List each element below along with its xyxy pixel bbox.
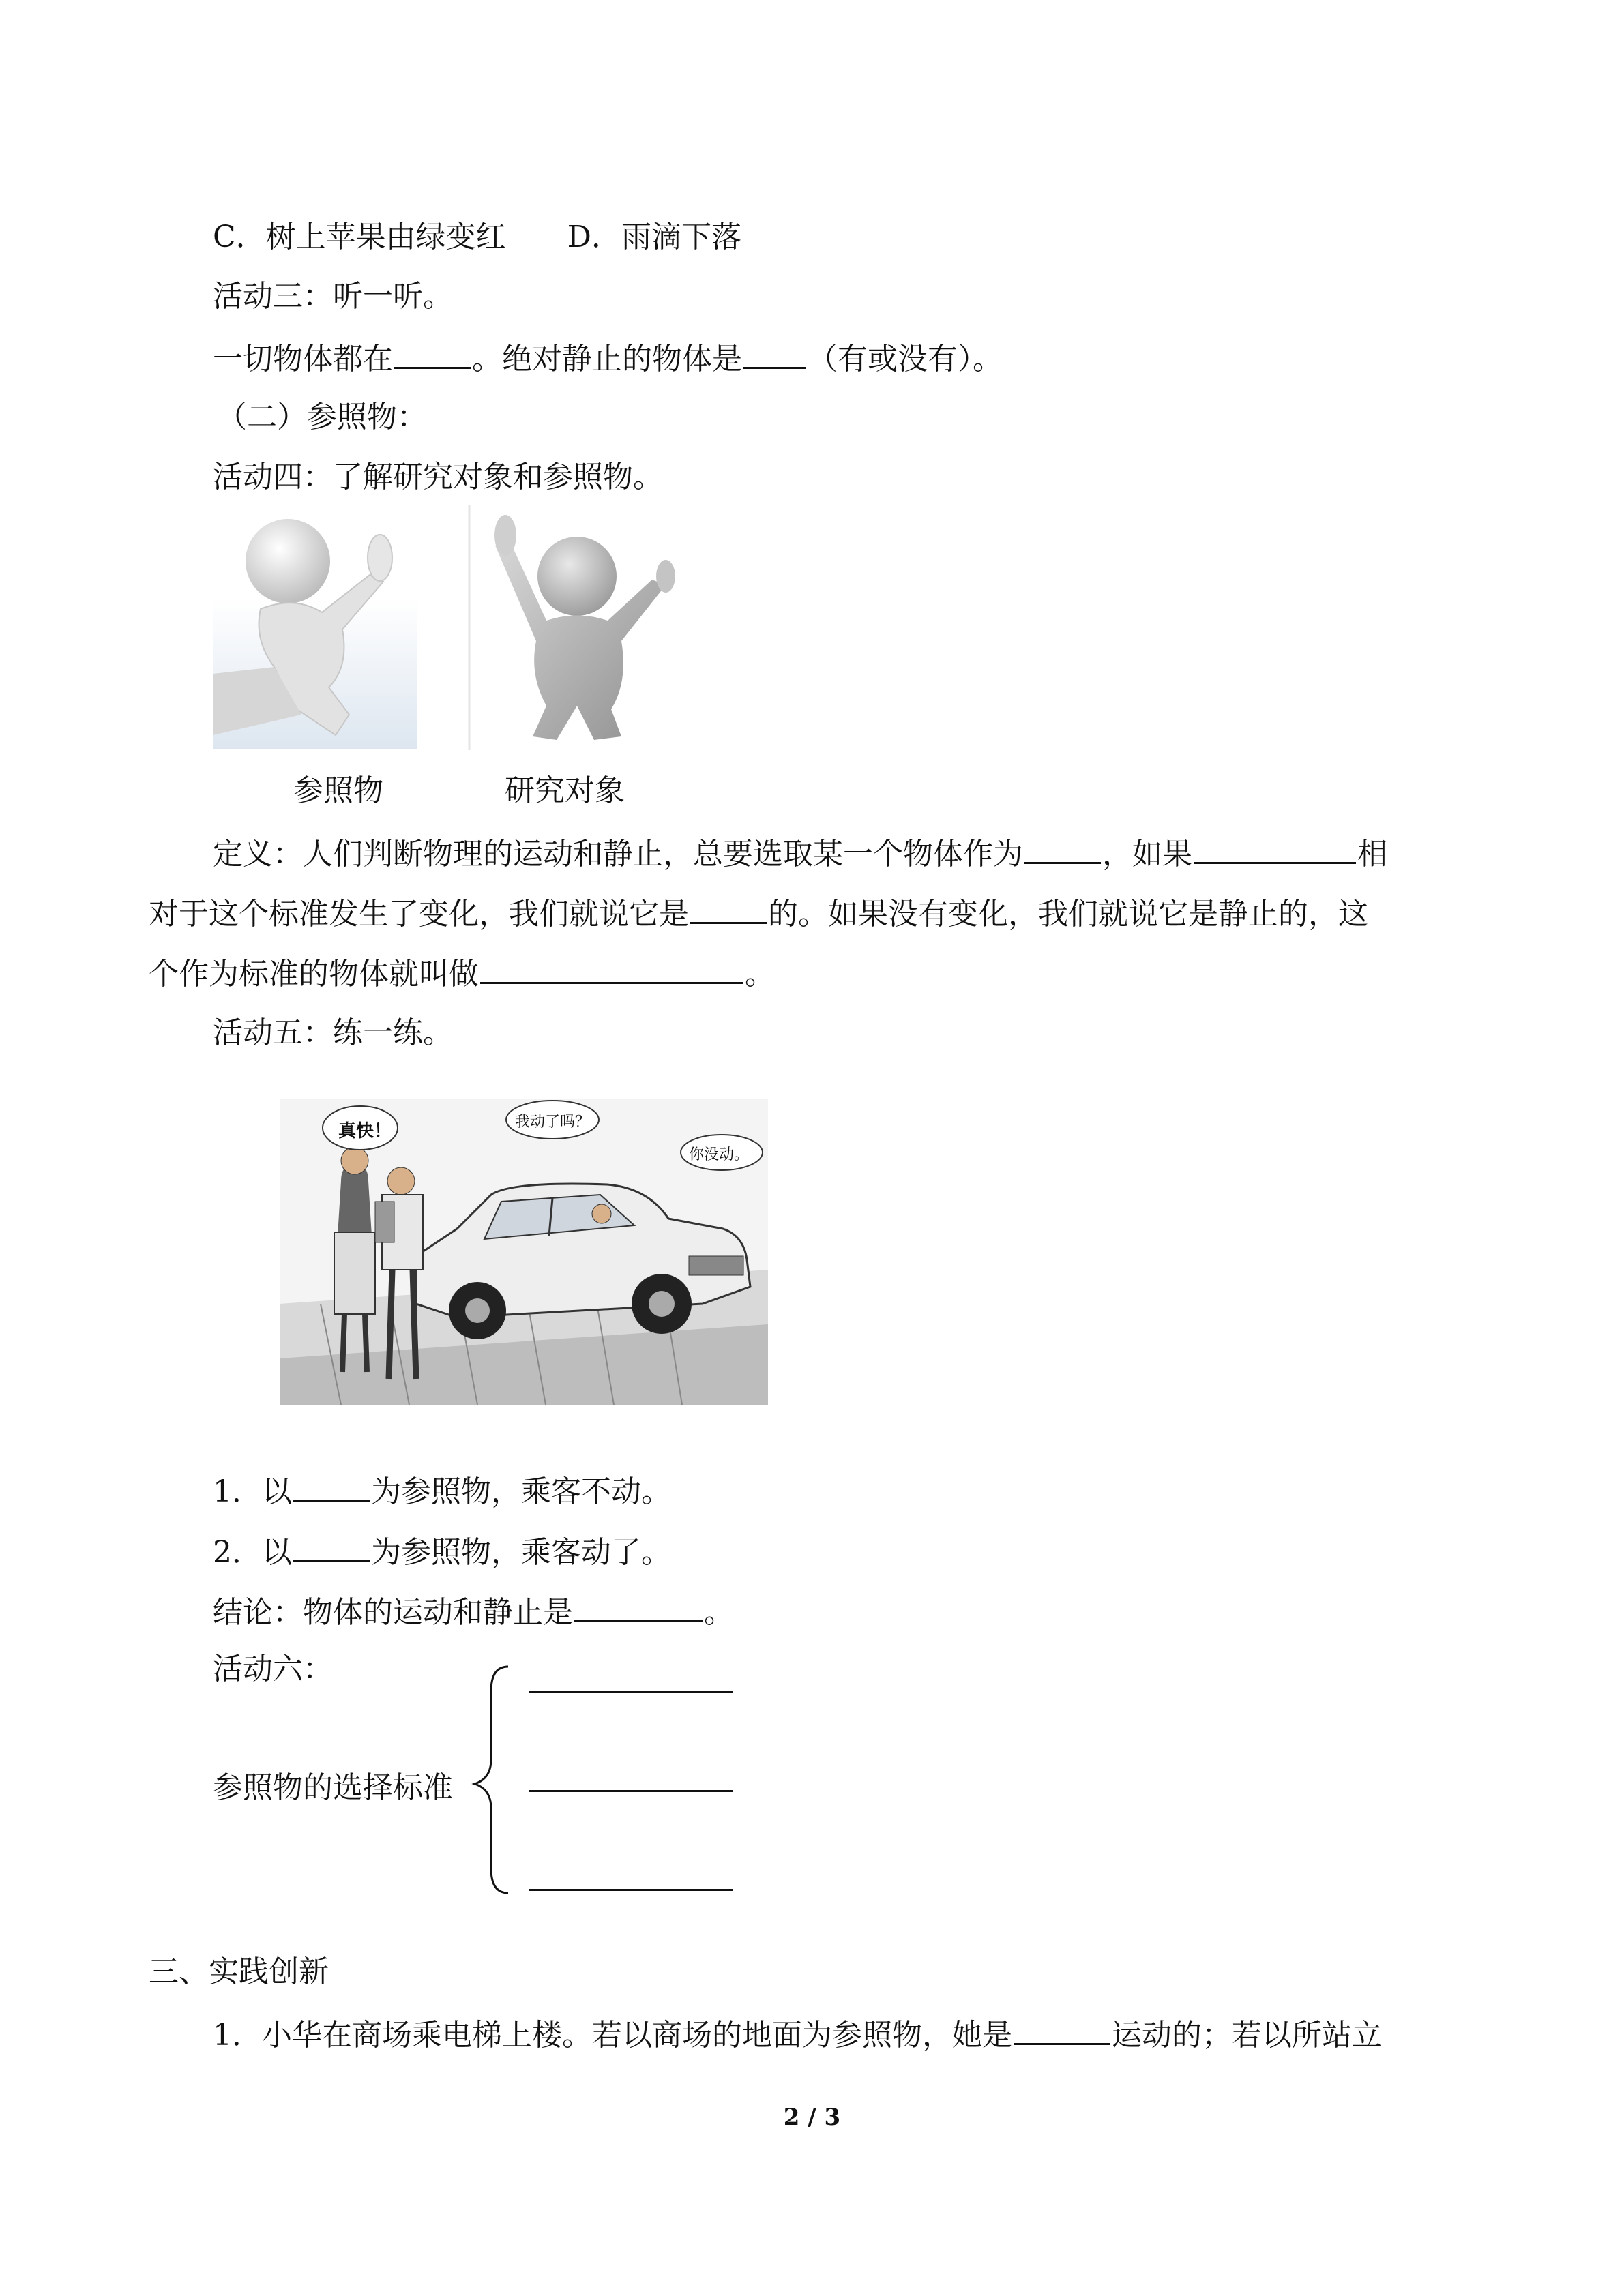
blank[interactable] [574, 1589, 703, 1622]
conclusion [213, 1589, 734, 1633]
caption-reference: 参照物 [293, 773, 383, 808]
blank[interactable] [293, 1468, 370, 1502]
activity4-title: 活动四：了解研究对象和参照物。 [213, 460, 663, 494]
activity3-sentence [213, 336, 1003, 380]
blank[interactable] [1014, 2012, 1110, 2045]
page-number: 2 / 3 [783, 2104, 841, 2131]
option-line [213, 217, 741, 258]
curly-brace-icon [471, 1664, 512, 1896]
question-1 [213, 1468, 671, 1512]
text-segment: 定义：人们判断物理的运动和静止，总要选取某一个物体作为 [213, 837, 1023, 871]
text-segment: 。 [704, 1595, 734, 1630]
research-object-figure-image [468, 505, 685, 750]
text-segment: （有或没有）。 [808, 342, 1003, 376]
speech-bubble-did-i-move: 我动了吗？ [515, 1114, 591, 1131]
blank[interactable] [293, 1529, 370, 1562]
blank[interactable] [690, 891, 767, 924]
text-segment: 2．以 [213, 1535, 292, 1570]
blank[interactable] [1024, 831, 1101, 864]
option-c: C．树上苹果由绿变红 [213, 220, 506, 254]
activity5-title: 活动五：练一练。 [213, 1015, 453, 1050]
text-segment: 对于这个标准发生了变化，我们就说它是 [149, 897, 689, 931]
definition-line-1 [213, 831, 1387, 875]
blank-line-3[interactable] [529, 1889, 733, 1891]
text-segment: 相 [1357, 837, 1387, 871]
blank-line-2[interactable] [529, 1790, 733, 1792]
definition-line-2 [149, 891, 1368, 935]
text-segment: 结论：物体的运动和静止是 [213, 1595, 573, 1630]
caption-research-object: 研究对象 [505, 773, 625, 808]
text-segment: 。 [745, 957, 775, 992]
question-2 [213, 1529, 671, 1573]
activity3-title: 活动三：听一听。 [213, 279, 453, 314]
speech-bubble-you-didnt-move: 你没动。 [689, 1146, 750, 1163]
text-segment: 1．小华在商场乘电梯上楼。若以商场的地面为参照物，她是 [213, 2018, 1012, 2053]
text-segment: 的。如果没有变化，我们就说它是静止的，这 [768, 897, 1368, 931]
section-three-heading: 三、实践创新 [149, 1954, 329, 1989]
speech-bubble-fast: 真快！ [338, 1121, 392, 1142]
text-segment: 1．以 [213, 1474, 292, 1509]
blank[interactable] [1194, 831, 1356, 864]
text-segment: 为参照物，乘客不动。 [371, 1474, 671, 1509]
option-d: D．雨滴下落 [567, 220, 741, 254]
text-segment: ，如果 [1102, 837, 1192, 871]
blank[interactable] [743, 336, 806, 369]
text-segment: 运动的；若以所站立 [1112, 2018, 1382, 2053]
blank[interactable] [480, 951, 743, 984]
reference-selection-label: 参照物的选择标准 [213, 1770, 453, 1805]
practice-question-1 [213, 2012, 1382, 2056]
definition-line-3 [149, 951, 775, 995]
blank-line-1[interactable] [529, 1691, 733, 1693]
blank[interactable] [394, 336, 471, 369]
text-segment: 为参照物，乘客动了。 [371, 1535, 671, 1570]
section-two-heading: （二）参照物： [217, 400, 427, 434]
activity6-title: 活动六： [213, 1652, 333, 1686]
car-scene-image [280, 1099, 768, 1405]
text-segment: 一切物体都在 [213, 342, 393, 376]
text-segment: 。绝对静止的物体是 [472, 342, 742, 376]
reference-figure-image [213, 510, 417, 749]
text-segment: 个作为标准的物体就叫做 [149, 957, 479, 992]
